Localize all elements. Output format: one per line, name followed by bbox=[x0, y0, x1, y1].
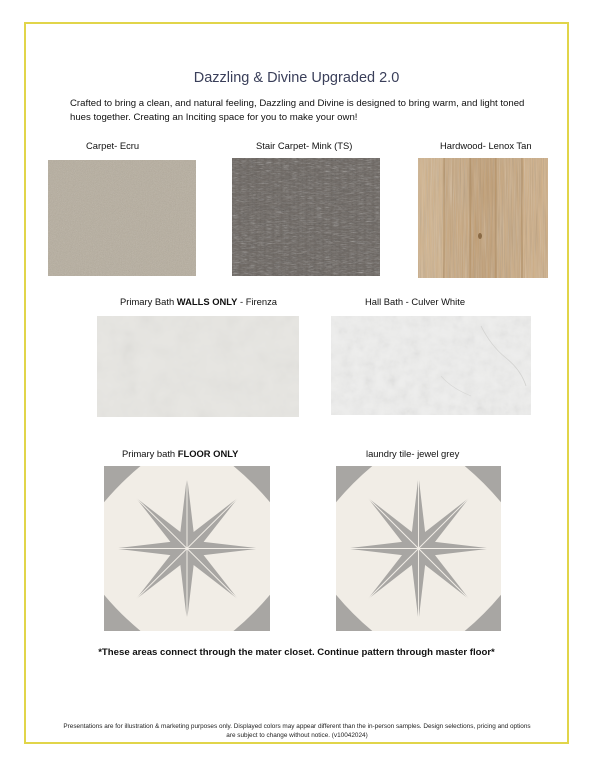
primary-bath-floor-star-tile bbox=[104, 466, 270, 631]
page-title: Dazzling & Divine Upgraded 2.0 bbox=[193, 70, 400, 86]
primary-bath-walls-label: Primary Bath WALLS ONLY - Firenza bbox=[120, 296, 277, 307]
primary-bath-floor-label: Primary bath FLOOR ONLY bbox=[122, 448, 239, 459]
hardwood-label: Hardwood- Lenox Tan bbox=[440, 140, 532, 151]
carpet-label: Carpet- Ecru bbox=[86, 140, 140, 151]
hall-bath-culver-white-swatch bbox=[331, 316, 531, 415]
stair-carpet-mink-swatch bbox=[232, 158, 380, 276]
pattern-note: *These areas connect through the mater closet. Continue pattern through master floor* bbox=[98, 647, 495, 658]
laundry-tile-label: laundry tile- jewel grey bbox=[366, 448, 460, 459]
intro-paragraph: Crafted to bring a clean, and natural feeling, Dazzling and Divine is designed to bring warm, and light toned hues together. Creating an Inciting space for you to make your own! bbox=[70, 98, 525, 123]
hardwood-lenox-tan-swatch bbox=[418, 158, 548, 278]
laundry-jewel-grey-star-tile bbox=[336, 466, 501, 631]
primary-bath-walls-firenza-swatch bbox=[97, 316, 299, 417]
stair-carpet-label: Stair Carpet- Mink (TS) bbox=[256, 140, 353, 151]
footer-disclaimer: Presentations are for illustration & marketing purposes only. Displayed colors may appear different than the in-person samples. Design selections, pricing and options are subject to change without notice. (v10042024) bbox=[63, 723, 531, 739]
carpet-ecru-swatch bbox=[48, 160, 196, 276]
hall-bath-label: Hall Bath - Culver White bbox=[365, 296, 466, 307]
